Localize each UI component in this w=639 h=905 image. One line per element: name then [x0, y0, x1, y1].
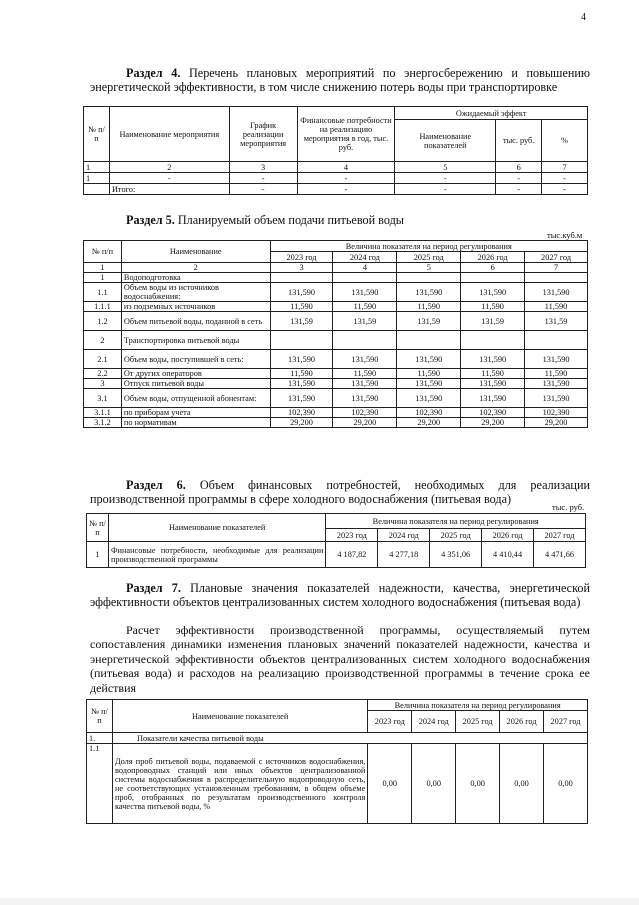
cell: 1 [84, 162, 110, 173]
cell: 11,590 [333, 369, 397, 379]
cell: 2 [109, 162, 229, 173]
cell: - [297, 173, 395, 184]
cell: 2.1 [84, 350, 122, 369]
cell: 4 410,44 [482, 542, 534, 568]
cell: Доля проб питьевой воды, подаваемой с источников водоснабжения, водопроводных станций или иных объектов централизованной системы водоснабжения в распределительную водопроводную сеть, не соответствующих установленным требованиям, в общем объеме проб, отобранных по результатам производственного контроля качества питьевой воды, % [112, 744, 367, 824]
cell: 131,590 [270, 350, 333, 369]
s4-header-schedule: График реализации мероприятия [229, 107, 297, 162]
section-7-heading [90, 581, 590, 609]
section-7-paragraph: Расчет эффективности производственной программы, осуществляемый путем сопоставления динамики изменения плановых значений показателей надежности, качества и энергетической эффективности объектов централизованных систем холодного водоснабжения (питьевая вода) и расходов на реализацию производственной программы в течение срока ее действия [90, 623, 590, 695]
cell: 3.1 [84, 389, 122, 408]
s5-year: 2023 год [270, 252, 333, 263]
cell: 131,59 [333, 312, 397, 331]
cell: - [542, 173, 588, 184]
section-5-heading [126, 213, 404, 227]
section-6-table [86, 513, 586, 568]
scan-edge [0, 898, 639, 905]
cell: 102,390 [397, 408, 461, 418]
cell: - [395, 184, 496, 195]
cell: Объем воды, поступившей в сеть: [121, 350, 270, 369]
cell: 131,59 [461, 312, 525, 331]
cell: 6 [496, 162, 542, 173]
cell: 11,590 [461, 369, 525, 379]
cell: 1 [84, 173, 110, 184]
s6-header-name: Наименование показателей [108, 514, 325, 542]
table-row [84, 369, 588, 379]
section-7-label: Раздел 7. [126, 581, 181, 595]
table-row [87, 744, 588, 824]
cell: 1. [87, 733, 113, 744]
s5-index-row [84, 263, 588, 273]
s7-year: 2026 год [500, 711, 544, 733]
table-row [84, 283, 588, 302]
table-row [84, 389, 588, 408]
cell [333, 331, 397, 350]
s7-header-num: № п/п [87, 700, 113, 733]
s5-header-num: № п/п [84, 241, 122, 263]
cell: 102,390 [333, 408, 397, 418]
cell: 11,590 [397, 369, 461, 379]
page-number: 4 [581, 12, 586, 23]
cell: 131,590 [461, 379, 525, 389]
s4-header-num: № п/п [84, 107, 110, 162]
s6-header-period: Величина показателя на период регулирования [326, 514, 586, 529]
s5-header-name: Наименование [121, 241, 270, 263]
section-7-title: Плановые значения показателей надежности, качества, энергетической эффективности объектов централизованных систем холодного водоснабжения (питьевая вода) [90, 581, 590, 609]
cell: Транспортировка питьевой воды [121, 331, 270, 350]
cell: Финансовые потребности, необходимые для реализации производственной программы [108, 542, 325, 568]
cell: 131,59 [397, 312, 461, 331]
s6-year: 2024 год [378, 529, 430, 542]
table-row [84, 379, 588, 389]
cell: Объем воды, отпущенной абонентам: [121, 389, 270, 408]
s7-header-period: Величина показателя на период регулирования [368, 700, 588, 711]
s5-year: 2026 год [461, 252, 525, 263]
cell: 131,590 [397, 283, 461, 302]
cell [270, 273, 333, 283]
cell: - [496, 184, 542, 195]
s5-header-period: Величина показателя на период регулирования [270, 241, 587, 252]
cell: 5 [395, 162, 496, 173]
s4-header-effect: Ожидаемый эффект [395, 107, 588, 120]
cell: 29,200 [270, 418, 333, 428]
cell: 0,00 [456, 744, 500, 824]
cell: 131,590 [525, 350, 588, 369]
cell: Итого: [109, 184, 229, 195]
cell: 3 [270, 263, 333, 273]
cell: 0,00 [368, 744, 412, 824]
table-row [84, 302, 588, 312]
section-6-label: Раздел 6. [126, 478, 186, 492]
cell: 131,590 [270, 389, 333, 408]
s4-header-fin: Финансовые потребности на реализацию мероприятия в год, тыс. руб. [297, 107, 395, 162]
section-7-table [86, 699, 588, 824]
s6-year: 2027 год [534, 529, 586, 542]
cell: 102,390 [461, 408, 525, 418]
table-row [87, 542, 586, 568]
s6-header-num: № п/п [87, 514, 109, 542]
s6-unit: тыс. руб. [552, 502, 585, 512]
cell: Отпуск питьевой воды [121, 379, 270, 389]
cell: 1 [87, 542, 109, 568]
s5-year: 2025 год [397, 252, 461, 263]
s7-year: 2027 год [544, 711, 588, 733]
cell: 2 [84, 331, 122, 350]
cell: 11,590 [333, 302, 397, 312]
s4-total-row [84, 184, 588, 195]
section-6-heading [90, 478, 590, 506]
cell: из подземных источников [121, 302, 270, 312]
cell: 3.1.2 [84, 418, 122, 428]
cell: 131,590 [333, 283, 397, 302]
s6-year: 2023 год [326, 529, 378, 542]
cell: 131,590 [333, 379, 397, 389]
cell: 1.2 [84, 312, 122, 331]
s4-header-pct: % [542, 120, 588, 162]
section-4-label: Раздел 4. [126, 66, 181, 80]
s7-year: 2025 год [456, 711, 500, 733]
cell: 11,590 [397, 302, 461, 312]
cell [270, 331, 333, 350]
cell: - [297, 184, 395, 195]
cell: 131,590 [270, 379, 333, 389]
s7-group-row [87, 733, 588, 744]
cell: 11,590 [525, 369, 588, 379]
cell: Объем воды из источников водоснабжения: [121, 283, 270, 302]
cell: 29,200 [333, 418, 397, 428]
cell: 131,59 [525, 312, 588, 331]
cell: 131,590 [525, 379, 588, 389]
cell: 1 [84, 273, 122, 283]
cell: 0,00 [412, 744, 456, 824]
cell: 4 471,66 [534, 542, 586, 568]
table-row [84, 418, 588, 428]
cell: 1 [84, 263, 122, 273]
cell [397, 273, 461, 283]
cell: 131,590 [461, 283, 525, 302]
cell: 4 351,06 [430, 542, 482, 568]
cell: 131,590 [333, 350, 397, 369]
cell: 4 277,18 [378, 542, 430, 568]
cell: 131,590 [397, 350, 461, 369]
cell: 7 [542, 162, 588, 173]
cell: 29,200 [525, 418, 588, 428]
cell: - [496, 173, 542, 184]
cell: 102,390 [270, 408, 333, 418]
cell: 131,590 [333, 389, 397, 408]
table-row [84, 273, 588, 283]
cell: 2.2 [84, 369, 122, 379]
cell: 0,00 [544, 744, 588, 824]
cell: 131,590 [397, 389, 461, 408]
table-row [84, 173, 588, 184]
cell: 11,590 [525, 302, 588, 312]
section-4-table [83, 106, 588, 195]
cell: - [542, 184, 588, 195]
cell [525, 331, 588, 350]
cell: 4 [297, 162, 395, 173]
cell: - [229, 173, 297, 184]
cell: 1.1 [84, 283, 122, 302]
cell [525, 273, 588, 283]
table-row [84, 408, 588, 418]
s4-index-row [84, 162, 588, 173]
cell [333, 273, 397, 283]
section-5-title: Планируемый объем подачи питьевой воды [177, 213, 404, 227]
cell: Водоподготовка [121, 273, 270, 283]
cell: 29,200 [461, 418, 525, 428]
cell [84, 184, 110, 195]
cell: - [395, 173, 496, 184]
cell: 11,590 [270, 369, 333, 379]
s5-unit: тыс.куб.м [547, 230, 583, 240]
cell: 3.1.1 [84, 408, 122, 418]
cell: 131,590 [525, 389, 588, 408]
cell [461, 331, 525, 350]
cell: 2 [121, 263, 270, 273]
cell: 102,390 [525, 408, 588, 418]
cell: От других операторов [121, 369, 270, 379]
cell: 6 [461, 263, 525, 273]
section-4-heading [90, 66, 590, 94]
cell: 3 [84, 379, 122, 389]
cell: 3 [229, 162, 297, 173]
cell: 131,590 [397, 379, 461, 389]
s5-year: 2027 год [525, 252, 588, 263]
cell: 131,590 [461, 350, 525, 369]
cell: 11,590 [270, 302, 333, 312]
section-6-title: Объем финансовых потребностей, необходимых для реализации производственной программы в сфере холодного водоснабжения (питьевая вода) [90, 478, 590, 506]
section-5-label: Раздел 5. [126, 213, 175, 227]
cell: 4 [333, 263, 397, 273]
cell: 131,590 [525, 283, 588, 302]
s4-header-indicator: Наименование показателей [395, 120, 496, 162]
section-4-title: Перечень плановых мероприятий по энергосбережению и повышению энергетической эффективности, в том числе снижению потерь воды при транспортировке [90, 66, 590, 94]
s4-header-thous: тыс. руб. [496, 120, 542, 162]
s7-year: 2023 год [368, 711, 412, 733]
cell: по нормативам [121, 418, 270, 428]
s7-year: 2024 год [412, 711, 456, 733]
s4-header-name: Наименование мероприятия [109, 107, 229, 162]
cell: Показатели качества питьевой воды [112, 733, 587, 744]
s5-year: 2024 год [333, 252, 397, 263]
cell [397, 331, 461, 350]
cell: 131,59 [270, 312, 333, 331]
s7-header-name: Наименование показателей [112, 700, 367, 733]
s6-year: 2025 год [430, 529, 482, 542]
cell: - [109, 173, 229, 184]
cell: 7 [525, 263, 588, 273]
cell: 1.1.1 [84, 302, 122, 312]
table-row [84, 350, 588, 369]
cell: 4 187,82 [326, 542, 378, 568]
cell: 131,590 [461, 389, 525, 408]
cell: 1.1 [87, 744, 113, 824]
cell: 131,590 [270, 283, 333, 302]
cell: 29,200 [397, 418, 461, 428]
cell: 5 [397, 263, 461, 273]
cell: 11,590 [461, 302, 525, 312]
cell: по приборам учета [121, 408, 270, 418]
cell: Объем питьевой воды, поданной в сеть [121, 312, 270, 331]
cell [461, 273, 525, 283]
table-row [84, 312, 588, 331]
s6-year: 2026 год [482, 529, 534, 542]
section-5-table [83, 240, 588, 428]
cell: - [229, 184, 297, 195]
table-row [84, 331, 588, 350]
cell: 0,00 [500, 744, 544, 824]
